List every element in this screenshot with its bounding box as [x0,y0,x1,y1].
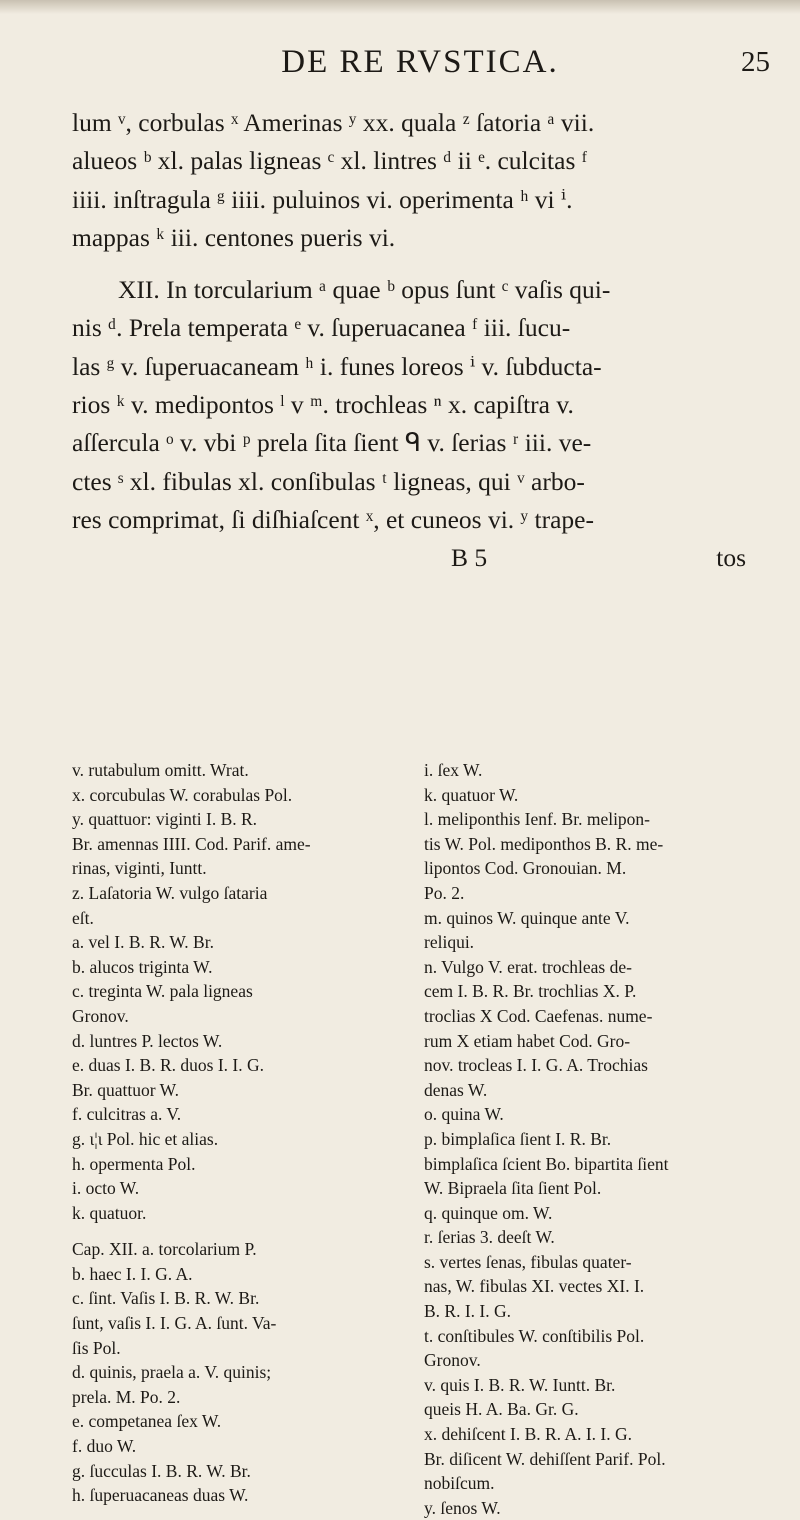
footnote: n. Vulgo V. erat. trochleas de- [424,956,632,977]
footnote: lipontos Cod. Gronouian. M. [424,858,627,879]
footnote: queis H. A. Ba. Gr. G. [424,1399,579,1420]
footnote: v. rutabulum omitt. Wrat. [72,760,249,780]
footnote: B. R. I. I. G. [424,1301,512,1322]
footnote: ſunt, vaſis I. I. G. A. ſunt. Va- [72,1313,277,1334]
footnote: x. corcubulas W. corabulas Pol. [72,784,293,805]
footnote: f. duo W. [72,1436,137,1457]
footnote: f. culcitras a. V. [72,1104,182,1125]
text-line: nis ᵈ. Prela temperata ᵉ v. ſuperuacanea ᶠ iii. ſucu- [72,313,571,343]
footnote: i. ſex W. [424,760,483,780]
text-line: ctes ˢ xl. fibulas xl. conſibulas ᵗ ligneas, qui ᵛ arbo- [72,466,585,496]
footnote: s. vertes ſenas, fibulas quater- [424,1251,632,1272]
footnote: h. opermenta Pol. [72,1153,196,1174]
footnote: troclias X Cod. Caefenas. nume- [424,1005,653,1026]
footnote: a. vel I. B. R. W. Br. [72,932,214,953]
footnote: c. treginta W. pala ligneas [72,981,253,1002]
main-text [72,104,748,577]
footnote: nov. trocleas I. I. G. A. Trochias [424,1055,648,1076]
page-header [70,44,770,84]
footnote: reliqui. [424,932,475,953]
footnote: Br. quattuor W. [72,1079,179,1100]
footnote: d. luntres P. lectos W. [72,1030,223,1051]
text-line: alueos ᵇ xl. palas ligneas ᶜ xl. lintres ᵈ ii ᵉ. culcitas ᶠ [72,146,588,176]
footnote: v. quis I. B. R. W. Iuntt. Br. [424,1374,616,1395]
text-line: mappas ᵏ iii. centones pueris vi. [72,222,396,252]
footnote: nas, W. fibulas XI. vectes XI. I. [424,1276,645,1297]
footnote: k. quatuor W. [424,784,519,805]
footnote: rinas, viginti, Iuntt. [72,858,207,879]
signature-line [72,539,748,577]
text-line: rios ᵏ v. medipontos ˡ v ᵐ. trochleas ⁿ x. capiſtra v. [72,390,574,420]
footnote: b. haec I. I. G. A. [72,1263,193,1284]
footnote: p. bimplaſica ſient I. R. Br. [424,1128,612,1149]
footnote: nobiſcum. [424,1473,495,1494]
text-line: iiii. inſtragula ᵍ iiii. puluinos vi. operimenta ʰ vi ⁱ. [72,184,573,214]
footnote: q. quinque om. W. [424,1202,553,1223]
text-line: res comprimat, ſi diſhiaſcent ˣ, et cuneos vi. ʸ trape- [72,504,594,534]
paragraph-inventory [72,104,748,257]
footnote: Br. amennas IIII. Cod. Parif. ame- [72,833,311,854]
footnote: W. Bipraela ſita ſient Pol. [424,1178,602,1199]
footnote: tis W. Pol. mediponthos B. R. me- [424,833,664,854]
footnote: Po. 2. [424,882,465,903]
footnote: Gronov. [72,1005,129,1026]
paragraph-chapter-xii [72,271,748,539]
footnote: h. ſuperuacaneas duas W. [72,1485,249,1506]
footnote: k. quatuor. [72,1202,147,1223]
footnote: ſis Pol. [72,1337,121,1358]
footnotes-left-column [72,758,397,1508]
footnote: denas W. [424,1079,488,1100]
catchword: tos [716,543,746,573]
footnote: e. duas I. B. R. duos I. I. G. [72,1055,264,1076]
footnotes-right-column [424,758,749,1520]
page-number: 25 [741,46,770,78]
footnote: r. ſerias 3. deeſt W. [424,1227,555,1248]
footnote: b. alucos triginta W. [72,956,213,977]
running-title: DE RE RVSTICA. [281,44,559,80]
footnote: d. quinis, praela a. V. quinis; [72,1362,272,1383]
text-line: aſſercula ᵒ v. vbi ᵖ prela ſita ſient ᑫ v. ſerias ʳ iii. ve- [72,428,592,458]
footnote: bimplaſica ſcient Bo. bipartita ſient [424,1153,669,1174]
footnote: y. quattuor: viginti I. B. R. [72,809,258,830]
footnote: c. ſint. Vaſis I. B. R. W. Br. [72,1288,260,1309]
footnote: prela. M. Po. 2. [72,1386,181,1407]
footnote: e. competanea ſex W. [72,1411,222,1432]
footnote: Gronov. [424,1350,481,1371]
footnote: cem I. B. R. Br. trochlias X. P. [424,981,637,1002]
footnote: g. ι¦ι Pol. hic et alias. [72,1128,219,1149]
footnote: eſt. [72,907,94,928]
footnote: x. dehiſcent I. B. R. A. I. I. G. [424,1424,633,1445]
text-line: las ᵍ v. ſuperuacaneam ʰ i. funes loreos ⁱ v. ſubducta- [72,351,602,381]
footnote: g. ſucculas I. B. R. W. Br. [72,1460,251,1481]
footnote: Br. diſicent W. dehiſſent Parif. Pol. [424,1448,666,1469]
footnote: Cap. XII. a. torcolarium P. [72,1239,257,1260]
footnote: o. quina W. [424,1104,504,1125]
signature-mark: B 5 [451,543,488,573]
footnote: z. Laſatoria W. vulgo ſataria [72,882,268,903]
text-line: lum ᵛ, corbulas ˣ Amerinas ʸ xx. quala ᶻ ſatoria ᵃ vii. [72,108,595,137]
page-top-edge [0,0,800,14]
footnote: rum X etiam habet Cod. Gro- [424,1030,631,1051]
footnote: l. meliponthis Ienf. Br. melipon- [424,809,651,830]
footnote: m. quinos W. quinque ante V. [424,907,630,928]
footnote: y. ſenos W. [424,1497,501,1518]
text-line: XII. In torcularium ᵃ quae ᵇ opus ſunt ᶜ vaſis qui- [118,275,611,305]
footnote: i. octo W. [72,1178,140,1199]
footnote: t. conſtibules W. conſtibilis Pol. [424,1325,645,1346]
